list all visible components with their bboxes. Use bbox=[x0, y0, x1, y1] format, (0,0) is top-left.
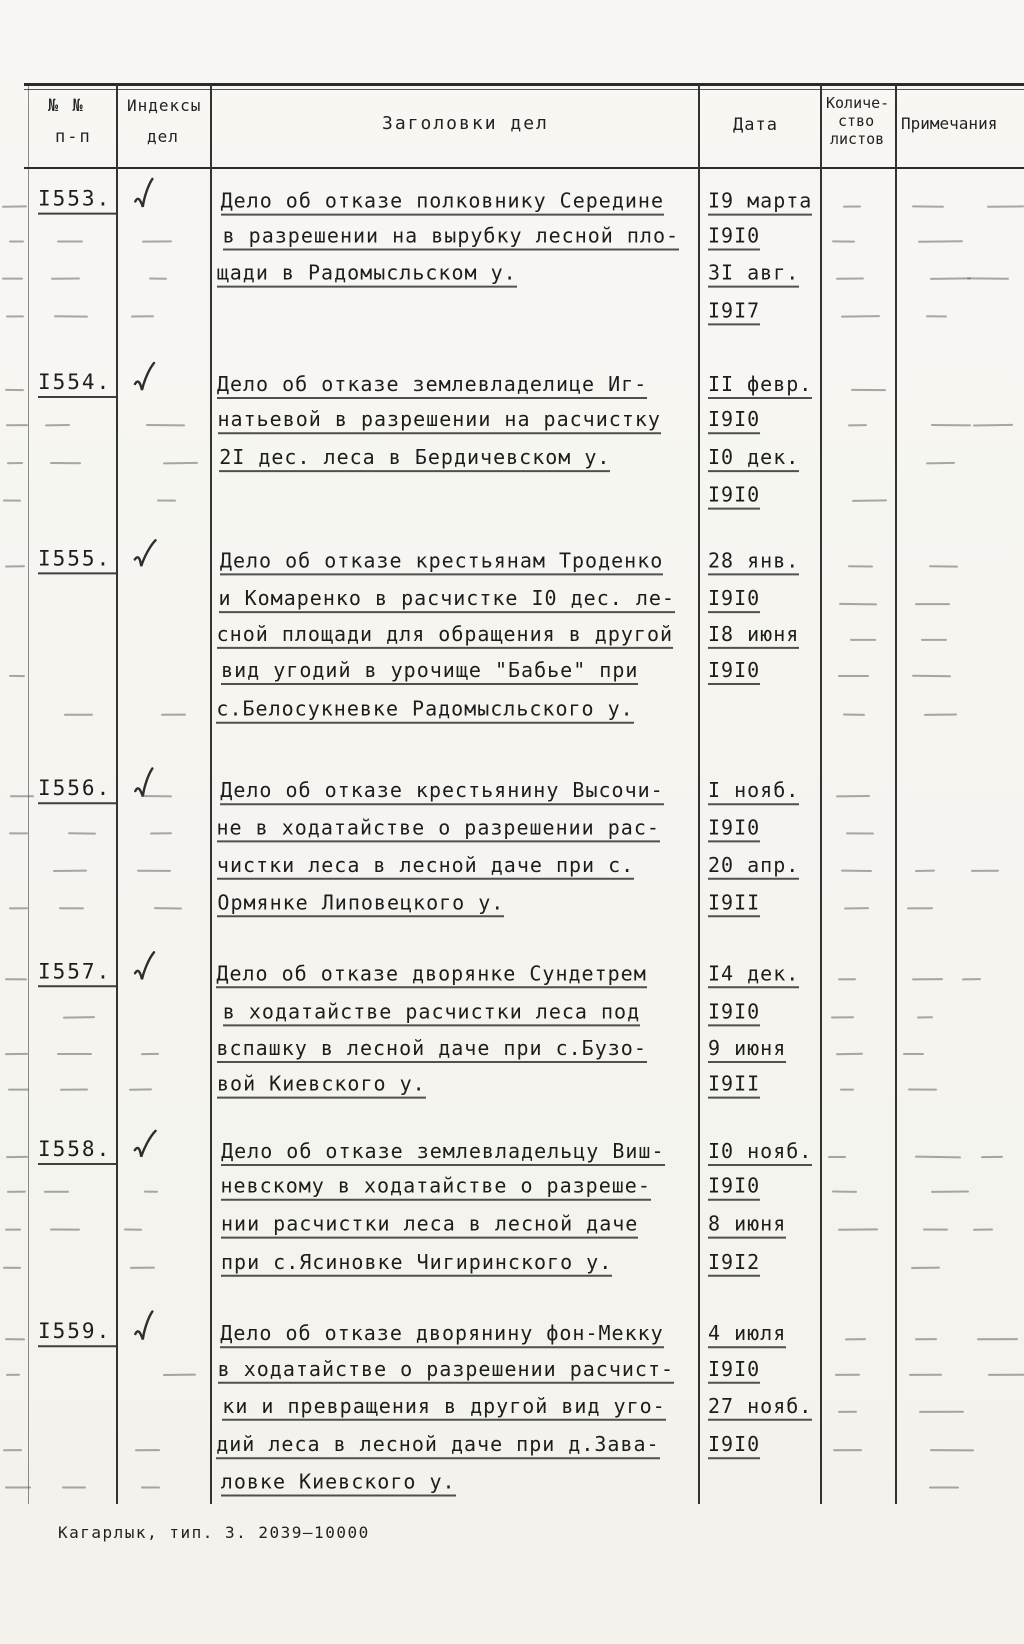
pencil-dash bbox=[838, 978, 856, 980]
row-line bbox=[0, 812, 1024, 849]
case-date-line: 27 нояб. bbox=[708, 1394, 812, 1421]
pencil-dash bbox=[836, 1053, 863, 1055]
case-date-line: I9I0 bbox=[708, 224, 760, 251]
index-checkmark-icon bbox=[130, 1127, 159, 1169]
case-title-line: Дело об отказе крестьянину Высочи- bbox=[220, 778, 663, 805]
index-checkmark-icon bbox=[132, 361, 158, 401]
pencil-dash bbox=[161, 714, 186, 716]
row-line bbox=[0, 186, 1024, 223]
case-title-line: вид угодий в урочище "Бабье" при bbox=[221, 658, 638, 685]
row-line bbox=[0, 655, 1024, 692]
col-date-header: Дата bbox=[733, 115, 778, 135]
pencil-dash bbox=[137, 870, 171, 872]
pencil-dash bbox=[57, 240, 83, 242]
case-date-line: I9I0 bbox=[708, 1357, 760, 1384]
pencil-dash bbox=[841, 315, 880, 317]
pencil-dash bbox=[912, 205, 944, 207]
table-top-border bbox=[24, 83, 1024, 86]
pencil-dash bbox=[5, 1229, 21, 1231]
col-notes-header: Примечания bbox=[901, 114, 998, 133]
pencil-dash bbox=[907, 907, 933, 909]
pencil-dash bbox=[840, 1089, 854, 1091]
case-title-line: нии расчистки леса в лесной даче bbox=[221, 1212, 638, 1239]
col-number-header-line2: п-п bbox=[55, 127, 92, 147]
pencil-dash bbox=[915, 603, 950, 605]
case-date-line: I0 нояб. bbox=[708, 1139, 812, 1166]
row-line bbox=[0, 1354, 1024, 1391]
pencil-dash bbox=[962, 978, 981, 980]
pencil-dash bbox=[8, 1089, 29, 1091]
case-title-line: вспашку в лесной даче при с.Бузо- bbox=[217, 1036, 647, 1063]
pencil-dash bbox=[828, 1156, 846, 1158]
pencil-dash bbox=[848, 565, 874, 567]
pencil-dash bbox=[141, 1053, 159, 1055]
case-date-line: I9I0 bbox=[708, 1174, 760, 1201]
case-title-line: ловке Киевского у. bbox=[221, 1470, 456, 1497]
pencil-dash bbox=[9, 907, 28, 909]
pencil-dash bbox=[150, 832, 172, 834]
pencil-dash bbox=[931, 1191, 969, 1193]
case-title-line: Дело об отказе дворянке Сундетрем bbox=[216, 961, 646, 988]
pencil-dash bbox=[917, 1016, 933, 1018]
row-line bbox=[0, 583, 1024, 620]
row-line bbox=[0, 369, 1024, 406]
case-title-line: Ормянке Липовецкого у. bbox=[217, 890, 504, 917]
pencil-dash bbox=[6, 1374, 20, 1376]
row-line bbox=[0, 1171, 1024, 1208]
pencil-dash bbox=[987, 205, 1024, 207]
case-date-line: 4 июля bbox=[708, 1321, 786, 1348]
pencil-dash bbox=[57, 1053, 92, 1055]
pencil-dash bbox=[163, 1374, 196, 1376]
row-line bbox=[0, 1209, 1024, 1246]
case-number: I553. bbox=[38, 187, 116, 215]
pencil-dash bbox=[843, 206, 861, 208]
pencil-dash bbox=[926, 462, 955, 465]
case-date-line: I9II bbox=[708, 890, 760, 917]
pencil-dash bbox=[971, 870, 999, 872]
case-title-line: ки и превращения в другой вид уго- bbox=[222, 1394, 665, 1421]
col-sheets-header-line3: листов bbox=[830, 130, 885, 148]
pencil-dash bbox=[921, 639, 947, 641]
pencil-dash bbox=[60, 1088, 88, 1090]
pencil-dash bbox=[838, 1228, 878, 1230]
pencil-dash bbox=[146, 424, 185, 426]
pencil-dash bbox=[915, 870, 935, 872]
pencil-dash bbox=[3, 500, 21, 502]
case-date-line: 9 июня bbox=[708, 1036, 786, 1063]
case-date-line: I0 дек. bbox=[708, 445, 799, 472]
col-index-header-line1: Индексы bbox=[127, 96, 202, 115]
table-row bbox=[0, 1135, 1024, 1283]
pencil-dash bbox=[908, 1089, 937, 1091]
row-line bbox=[0, 1391, 1024, 1428]
pencil-dash bbox=[2, 205, 27, 207]
row-line bbox=[0, 619, 1024, 656]
pencil-dash bbox=[844, 907, 869, 909]
row-line bbox=[0, 996, 1024, 1033]
pencil-dash bbox=[51, 277, 80, 279]
case-number: I557. bbox=[38, 959, 116, 987]
pencil-dash bbox=[931, 424, 971, 426]
pencil-dash bbox=[929, 1486, 959, 1488]
pencil-dash bbox=[930, 277, 971, 280]
pencil-dash bbox=[918, 240, 963, 242]
pencil-dash bbox=[3, 1267, 21, 1269]
pencil-dash bbox=[930, 1449, 974, 1451]
pencil-dash bbox=[10, 795, 34, 797]
pencil-dash bbox=[923, 1229, 948, 1231]
pencil-dash bbox=[135, 1449, 160, 1451]
pencil-dash bbox=[909, 1374, 942, 1376]
pencil-dash bbox=[929, 565, 958, 567]
case-title-line: с.Белосукневке Радомысльского у. bbox=[216, 697, 633, 724]
case-date-line: 20 апр. bbox=[708, 853, 799, 880]
row-line bbox=[0, 1318, 1024, 1355]
row-line bbox=[0, 1033, 1024, 1070]
case-title-line: натьевой в разрешении на расчистку bbox=[218, 407, 661, 434]
case-title-line: и Комаренко в расчистке I0 дес. ле- bbox=[219, 586, 675, 613]
case-date-line: 28 янв. bbox=[708, 548, 799, 575]
pencil-dash bbox=[7, 462, 23, 464]
row-line bbox=[0, 887, 1024, 924]
case-date-line: I9I0 bbox=[708, 999, 760, 1026]
index-checkmark-icon bbox=[130, 536, 159, 578]
pencil-dash bbox=[149, 277, 167, 279]
case-title-line: в ходатайстве расчистки леса под bbox=[223, 999, 640, 1026]
pencil-dash bbox=[9, 240, 24, 242]
case-date-line: I4 дек. bbox=[708, 961, 799, 988]
pencil-dash bbox=[163, 462, 198, 465]
case-number: I558. bbox=[38, 1137, 116, 1165]
pencil-dash bbox=[977, 1338, 1018, 1340]
case-title-line: в разрешении на вырубку лесной пло- bbox=[223, 224, 679, 251]
pencil-dash bbox=[851, 389, 886, 391]
pencil-dash bbox=[50, 1229, 80, 1231]
pencil-dash bbox=[831, 1016, 854, 1018]
case-title-line: при с.Ясиновке Чигиринского у. bbox=[221, 1250, 612, 1277]
pencil-dash bbox=[5, 389, 24, 391]
printer-imprint: Кагарлык, тип. З. 2039—10000 bbox=[58, 1523, 370, 1542]
case-date-line: I9I0 bbox=[708, 1432, 760, 1459]
pencil-dash bbox=[9, 675, 25, 677]
pencil-dash bbox=[848, 424, 867, 426]
table-row bbox=[0, 185, 1024, 333]
row-line bbox=[0, 775, 1024, 812]
index-checkmark-icon bbox=[130, 766, 159, 808]
col-title-header: Заголовки дел bbox=[382, 113, 549, 134]
case-title-line: Дело об отказе полковнику Середине bbox=[221, 189, 664, 216]
pencil-dash bbox=[839, 603, 877, 605]
case-date-line: I9I0 bbox=[708, 407, 760, 434]
case-date-line: I9II bbox=[708, 1072, 760, 1099]
pencil-dash bbox=[5, 978, 27, 980]
case-number: I556. bbox=[38, 776, 116, 804]
table-row bbox=[0, 775, 1024, 923]
pencil-dash bbox=[846, 832, 874, 834]
pencil-dash bbox=[973, 424, 1013, 427]
pencil-dash bbox=[54, 315, 88, 317]
case-title-line: 2I дес. леса в Бердичевском у. bbox=[219, 445, 610, 472]
pencil-dash bbox=[843, 714, 865, 716]
pencil-dash bbox=[157, 500, 176, 502]
row-line bbox=[0, 958, 1024, 995]
pencil-dash bbox=[845, 1338, 866, 1340]
pencil-dash bbox=[838, 1411, 857, 1413]
pencil-dash bbox=[973, 1228, 993, 1230]
case-date-line: I9I0 bbox=[708, 483, 760, 510]
pencil-dash bbox=[130, 1267, 155, 1269]
pencil-dash bbox=[924, 714, 957, 716]
case-date-line: I нояб. bbox=[708, 778, 799, 805]
case-date-line: I9I0 bbox=[708, 586, 760, 613]
pencil-dash bbox=[835, 1374, 860, 1376]
table-row bbox=[0, 958, 1024, 1106]
pencil-dash bbox=[919, 1411, 964, 1413]
pencil-dash bbox=[967, 277, 1009, 279]
table-top-border-second bbox=[24, 89, 1024, 90]
pencil-dash bbox=[63, 1016, 95, 1019]
pencil-dash bbox=[7, 1191, 26, 1193]
row-line bbox=[0, 258, 1024, 295]
pencil-dash bbox=[68, 832, 96, 834]
row-line bbox=[0, 295, 1024, 332]
row-line bbox=[0, 694, 1024, 731]
pencil-dash bbox=[6, 315, 25, 317]
pencil-dash bbox=[53, 870, 87, 872]
table-row bbox=[0, 368, 1024, 516]
case-title-line: дий леса в лесной даче при д.Зава- bbox=[216, 1432, 659, 1459]
case-date-line: I9I2 bbox=[708, 1250, 760, 1277]
index-checkmark-icon bbox=[132, 950, 158, 990]
pencil-dash bbox=[5, 1486, 31, 1488]
row-line bbox=[0, 1429, 1024, 1466]
case-title-line: сной площади для обращения в другой bbox=[217, 622, 673, 649]
header-bottom-border bbox=[24, 167, 1024, 169]
case-number: I554. bbox=[38, 370, 116, 398]
pencil-dash bbox=[131, 315, 154, 317]
row-line bbox=[0, 850, 1024, 887]
pencil-dash bbox=[154, 907, 182, 909]
row-line bbox=[0, 1247, 1024, 1284]
pencil-dash bbox=[833, 1449, 862, 1451]
pencil-dash bbox=[912, 675, 951, 678]
case-date-line: I9 марта bbox=[708, 189, 812, 216]
case-date-line: 8 июня bbox=[708, 1212, 786, 1239]
col-sheets-header-line1: Количе- bbox=[826, 94, 890, 112]
pencil-dash bbox=[3, 1449, 22, 1451]
table-row bbox=[0, 1318, 1024, 1503]
case-title-line: Дело об отказе землевладельцу Виш- bbox=[221, 1139, 664, 1166]
col-number-header-line1: № № bbox=[48, 96, 85, 116]
col-sheets-header-line2: ство bbox=[838, 112, 875, 130]
pencil-dash bbox=[6, 424, 28, 426]
pencil-dash bbox=[832, 240, 855, 242]
row-line bbox=[0, 404, 1024, 441]
case-number: I555. bbox=[38, 546, 116, 574]
case-title-line: не в ходатайстве о разрешении рас- bbox=[217, 815, 660, 842]
case-title-line: Дело об отказе крестьянам Троденко bbox=[220, 548, 663, 575]
case-title-line: вой Киевского у. bbox=[217, 1072, 426, 1099]
pencil-dash bbox=[852, 499, 887, 502]
row-line bbox=[0, 480, 1024, 517]
pencil-dash bbox=[841, 870, 872, 872]
index-checkmark-icon bbox=[130, 1309, 159, 1351]
pencil-dash bbox=[838, 675, 869, 677]
pencil-dash bbox=[64, 714, 92, 716]
pencil-dash bbox=[981, 1156, 1003, 1158]
pencil-dash bbox=[44, 1191, 69, 1193]
pencil-dash bbox=[142, 240, 172, 242]
case-title-line: в ходатайстве о разрешении расчист- bbox=[218, 1357, 674, 1384]
case-date-line: I9I7 bbox=[708, 298, 760, 325]
pencil-dash bbox=[836, 795, 870, 797]
row-line bbox=[0, 1069, 1024, 1106]
pencil-dash bbox=[903, 1053, 924, 1055]
row-line bbox=[0, 221, 1024, 258]
case-title-line: чистки леса в лесной даче при с. bbox=[217, 853, 634, 880]
pencil-dash bbox=[836, 277, 864, 279]
pencil-dash bbox=[850, 639, 875, 641]
pencil-dash bbox=[50, 462, 81, 464]
pencil-dash bbox=[911, 1267, 940, 1269]
case-title-line: Дело об отказе дворянину фон-Мекку bbox=[220, 1321, 663, 1348]
pencil-dash bbox=[832, 1191, 857, 1193]
pencil-dash bbox=[2, 278, 23, 280]
row-line bbox=[0, 442, 1024, 479]
row-line bbox=[0, 1136, 1024, 1173]
case-number: I559. bbox=[38, 1319, 116, 1347]
case-date-line: II февр. bbox=[708, 372, 812, 399]
pencil-dash bbox=[62, 1486, 86, 1488]
case-title-line: щади в Радомысльском у. bbox=[217, 261, 517, 288]
pencil-dash bbox=[141, 1486, 160, 1488]
case-date-line: I8 июня bbox=[708, 622, 799, 649]
pencil-dash bbox=[5, 565, 25, 567]
row-line bbox=[0, 545, 1024, 582]
table-body bbox=[0, 185, 1024, 1503]
pencil-dash bbox=[5, 1053, 28, 1055]
case-title-line: невскому в ходатайстве о разреше- bbox=[221, 1174, 651, 1201]
row-line bbox=[0, 1467, 1024, 1504]
col-index-header-line2: дел bbox=[147, 127, 179, 146]
pencil-dash bbox=[124, 1228, 142, 1230]
pencil-dash bbox=[9, 832, 28, 834]
index-checkmark-icon bbox=[130, 177, 159, 219]
pencil-dash bbox=[144, 1191, 158, 1193]
pencil-dash bbox=[45, 424, 70, 426]
pencil-dash bbox=[912, 978, 943, 980]
pencil-dash bbox=[5, 1338, 25, 1340]
case-date-line: I9I0 bbox=[708, 815, 760, 842]
pencil-dash bbox=[926, 315, 947, 317]
pencil-dash bbox=[129, 1088, 152, 1090]
case-title-line: Дело об отказе землевладелице Иг- bbox=[217, 372, 647, 399]
pencil-dash bbox=[915, 1156, 961, 1159]
case-date-line: 3I авг. bbox=[708, 261, 799, 288]
pencil-dash bbox=[59, 907, 84, 909]
pencil-dash bbox=[988, 1374, 1024, 1376]
table-row bbox=[0, 545, 1024, 730]
pencil-dash bbox=[6, 1156, 28, 1158]
case-date-line: I9I0 bbox=[708, 658, 760, 685]
pencil-dash bbox=[915, 1338, 937, 1340]
